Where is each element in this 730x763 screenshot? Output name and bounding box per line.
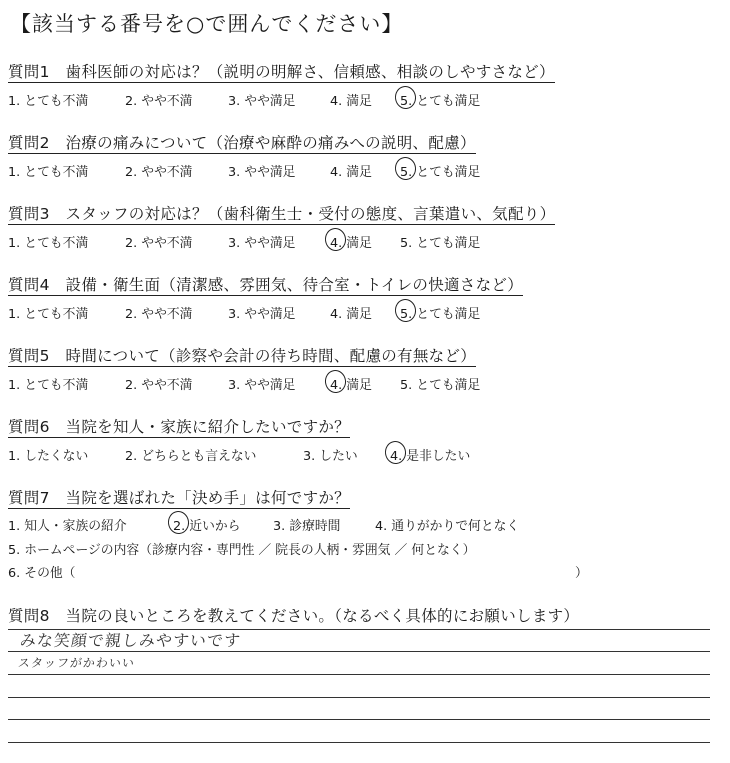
q5-option-4[interactable]: 4. 満足 (330, 374, 372, 393)
q5-option-5[interactable]: 5. とても満足 (400, 378, 481, 393)
q7-option-2[interactable]: 2. 近いから (173, 515, 240, 534)
q2-option-5[interactable]: 5. とても満足 (400, 161, 480, 180)
q4-option-2[interactable]: 2. やや不満 (125, 307, 193, 322)
q3-option-4[interactable]: 4. 満足 (330, 232, 372, 251)
answer-line (8, 674, 710, 675)
q3-option-3[interactable]: 3. やや満足 (228, 236, 296, 251)
q6-option-1[interactable]: 1. したくない (8, 449, 89, 464)
q2-option-2[interactable]: 2. やや不満 (125, 165, 193, 180)
q7-other-close-paren: ） (575, 566, 588, 581)
q1-option-4[interactable]: 4. 満足 (330, 94, 372, 109)
q4-option-5[interactable]: 5. とても満足 (400, 303, 480, 322)
q7-option-4[interactable]: 4. 通りがかりで何となく (375, 519, 520, 534)
answer-line (8, 742, 710, 743)
handwritten-answer-2: スタッフがかわいい (17, 656, 136, 670)
page-title: 【該当する番号を○で囲んでください】 (10, 12, 404, 36)
q4-option-4[interactable]: 4. 満足 (330, 307, 372, 322)
question-3-title: 質問3 スタッフの対応は？（歯科衛生士・受付の態度、言葉遣い、気配り） (8, 205, 556, 223)
q7-option-3[interactable]: 3. 診療時間 (273, 519, 341, 534)
q5-option-2[interactable]: 2. やや不満 (125, 378, 193, 393)
handwritten-answer-1: みな笑顔で親しみやすいです (18, 631, 242, 650)
q1-option-5[interactable]: 5. とても満足 (400, 90, 480, 109)
q6-option-2[interactable]: 2. どちらとも言えない (125, 449, 257, 464)
q5-option-1[interactable]: 1. とても不満 (8, 378, 89, 393)
q7-option-5[interactable]: 5. ホームページの内容（診療内容・専門性 ／ 院長の人柄・雰囲気 ／ 何となく） (8, 543, 476, 558)
q7-option-1[interactable]: 1. 知人・家族の紹介 (8, 519, 127, 534)
q4-option-3[interactable]: 3. やや満足 (228, 307, 296, 322)
question-4-title: 質問4 設備・衛生面（清潔感、雰囲気、待合室・トイレの快適さなど） (8, 276, 523, 294)
q1-option-2[interactable]: 2. やや不満 (125, 94, 193, 109)
q6-option-4[interactable]: 4. 是非したい (390, 445, 470, 464)
q5-option-3[interactable]: 3. やや満足 (228, 378, 296, 393)
question-7-title: 質問7 当院を選ばれた「決め手」は何ですか？ (8, 489, 350, 507)
q3-option-5[interactable]: 5. とても満足 (400, 236, 481, 251)
q2-option-3[interactable]: 3. やや満足 (228, 165, 296, 180)
q3-option-2[interactable]: 2. やや不満 (125, 236, 193, 251)
q1-option-1[interactable]: 1. とても不満 (8, 94, 89, 109)
question-5-title: 質問5 時間について（診察や会計の待ち時間、配慮の有無など） (8, 347, 477, 365)
answer-line (8, 651, 710, 652)
question-8-title: 質問8 当院の良いところを教えてください。（なるべく具体的にお願いします） (8, 607, 580, 625)
q1-option-3[interactable]: 3. やや満足 (228, 94, 296, 109)
q2-option-4[interactable]: 4. 満足 (330, 165, 372, 180)
answer-line (8, 697, 710, 698)
question-2-title: 質問2 治療の痛みについて（治療や麻酔の痛みへの説明、配慮） (8, 134, 476, 152)
q2-option-1[interactable]: 1. とても不満 (8, 165, 89, 180)
answer-line (8, 719, 710, 720)
q6-option-3[interactable]: 3. したい (303, 449, 358, 464)
question-1-title: 質問1 歯科医師の対応は？（説明の明解さ、信頼感、相談のしやすさなど） (8, 63, 555, 81)
question-6-title: 質問6 当院を知人・家族に紹介したいですか？ (8, 418, 350, 436)
q3-option-1[interactable]: 1. とても不満 (8, 236, 89, 251)
q4-option-1[interactable]: 1. とても不満 (8, 307, 89, 322)
q7-option-6[interactable]: 6. その他（ (8, 566, 76, 581)
